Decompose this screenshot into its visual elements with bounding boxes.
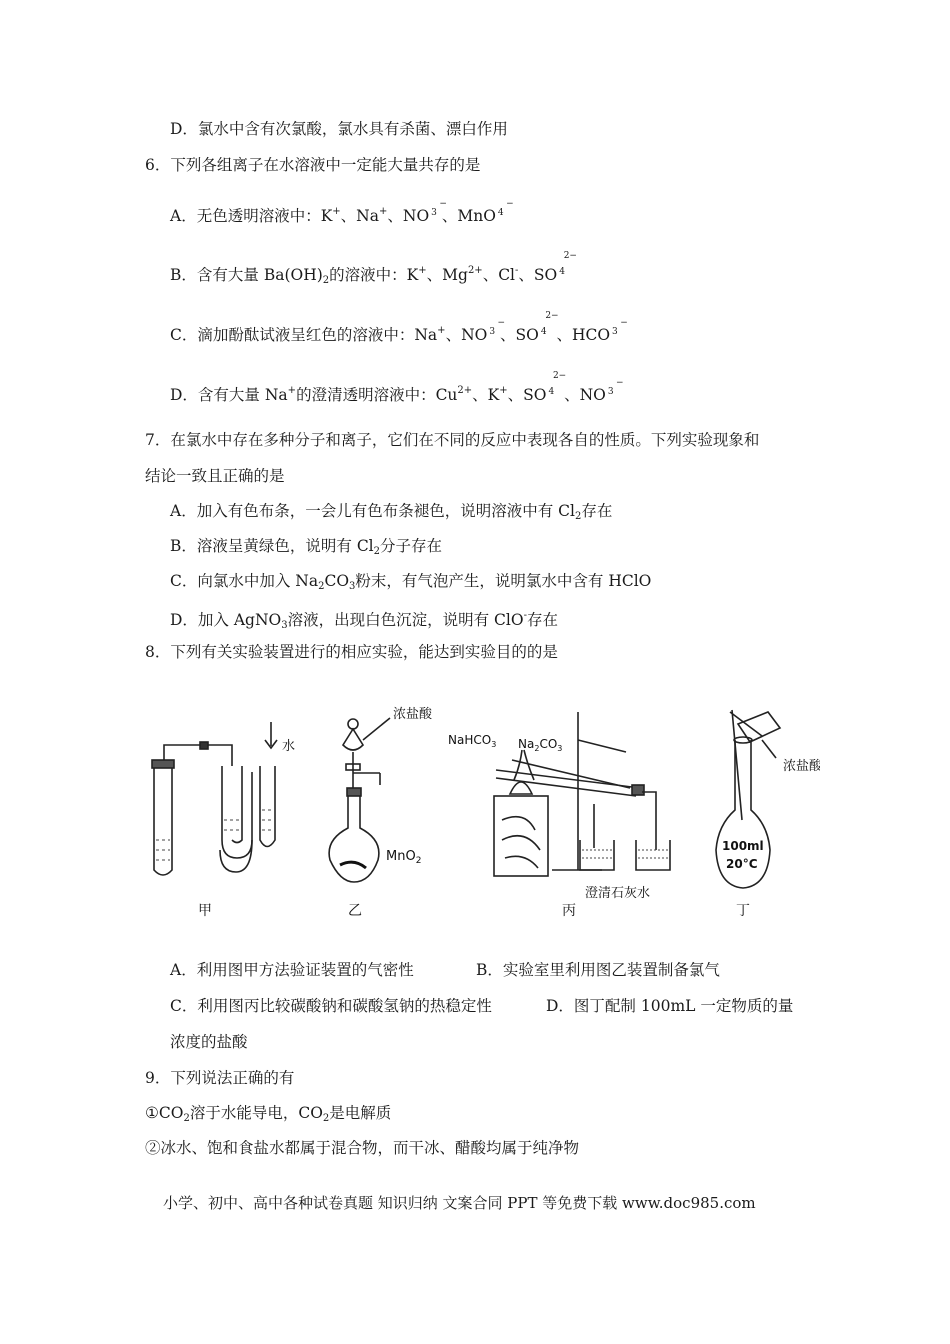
q8-option-a: A．利用图甲方法验证装置的气密性	[170, 961, 414, 979]
q8-apparatus-figure	[140, 700, 820, 930]
q9-item-1: $①CO_2$溶于水能导电，$CO_2$是电解质	[145, 1104, 392, 1124]
label-conc-hcl-yi: 浓盐酸	[393, 707, 433, 722]
q9-stem: 9．下列说法正确的有	[145, 1069, 295, 1087]
q7-option-b: B．溶液呈黄绿色，说明有 $Cl_2$分子存在	[170, 537, 443, 557]
q6-option-d: D．含有大量 Na+的澄清透明溶液中：$Cu^{2+}$、K+、SO $^4$ 2− 、NO $^3$ −	[170, 371, 624, 404]
q8-option-d-line2: 浓度的盐酸	[170, 1033, 248, 1051]
label-conc-hcl-ding: 浓盐酸	[783, 759, 820, 774]
label-flask-volume: 100ml	[722, 839, 764, 853]
q7-stem-line1: 7．在氯水中存在多种分子和离子，它们在不同的反应中表现各自的性质。下列实验现象和	[145, 431, 760, 449]
q8-option-c: C．利用图丙比较碳酸钠和碳酸氢钠的热稳定性	[170, 997, 492, 1015]
label-nahco3: NaHCO$_3$	[448, 733, 497, 749]
q7-option-a: A．加入有色布条，一会儿有色布条褪色，说明溶液中有 $Cl_2$存在	[170, 502, 613, 522]
label-water: 水	[282, 739, 296, 754]
apparatus-jia	[152, 722, 277, 875]
label-bing: 丙	[562, 903, 576, 919]
q8-stem: 8．下列有关实验装置进行的相应实验，能达到实验目的的是	[145, 643, 558, 661]
q6-option-a: A．无色透明溶液中：K+、Na+、NO $^3$ − 、MnO $^4$ −	[170, 199, 514, 225]
label-limewater: 澄清石灰水	[585, 886, 651, 901]
q6-stem: 6．下列各组离子在水溶液中一定能大量共存的是	[145, 156, 481, 174]
q6-option-c: C．滴加酚酞试液呈红色的溶液中：Na+、NO $^3$ − 、SO $^4$ 2− 、HCO $^3$ −	[170, 311, 628, 344]
label-na2co3: $Na_2CO_3$	[518, 737, 563, 753]
page-footer: 小学、初中、高中各种试卷真题 知识归纳 文案合同 PPT 等免费下载 www.doc985.com	[163, 1194, 756, 1212]
q5-option-d: D．氯水中含有次氯酸，氯水具有杀菌、漂白作用	[170, 120, 508, 138]
q8-option-b: B．实验室里利用图乙装置制备氯气	[476, 961, 720, 979]
q8-option-d-line1: D．图丁配制 100mL 一定物质的量	[546, 997, 794, 1015]
q9-item-2: ②冰水、饱和食盐水都属于混合物，而干冰、醋酸均属于纯净物	[145, 1139, 580, 1157]
label-yi: 乙	[348, 903, 362, 919]
label-ding: 丁	[736, 903, 750, 919]
q7-stem-line2: 结论一致且正确的是	[145, 467, 285, 485]
q6-option-b: B．含有大量 $Ba(OH)_2$的溶液中：K+、$Mg^{2+}$、Cl-、SO $^4$ 2−	[170, 251, 577, 286]
label-flask-temp: 20°C	[726, 857, 758, 871]
q7-option-c: C．向氯水中加入 $Na_2CO_3$粉末，有气泡产生，说明氯水中含有 HClO	[170, 572, 652, 592]
label-mno2: MnO$_2$	[386, 849, 422, 866]
q7-option-d: D．加入 AgNO$_3$溶液，出现白色沉淀，说明有 ClO-存在	[170, 610, 558, 631]
apparatus-yi	[329, 718, 390, 882]
label-jia: 甲	[198, 903, 212, 919]
